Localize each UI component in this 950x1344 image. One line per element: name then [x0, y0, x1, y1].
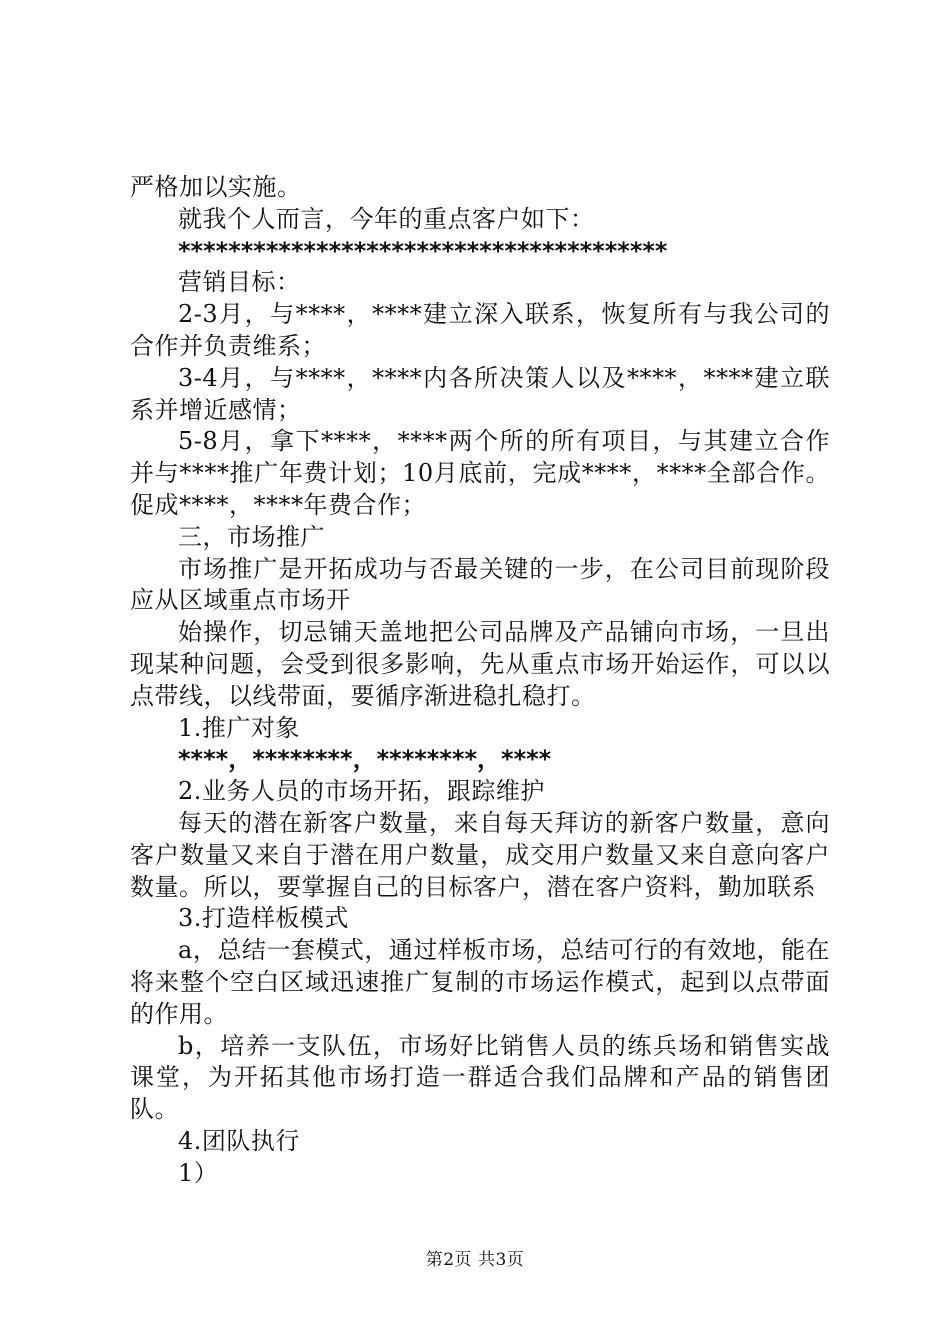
paragraph: 1.推广对象 — [178, 713, 300, 742]
paragraph: 严格加以实施。 — [130, 173, 302, 201]
paragraph: 2-3月，与****，****建立深入联系，恢复所有与我公司的合作并负责维系； — [130, 300, 830, 360]
paragraph: ****，********，********，**** — [178, 745, 552, 774]
paragraph: 市场推广是开拓成功与否最关键的一步，在公司目前现阶段应从区域重点市场开 — [130, 554, 830, 615]
paragraph: *************************************** — [178, 236, 668, 265]
paragraph: 每天的潜在新客户数量，来自每天拜访的新客户数量，意向客户数量又来自于潜在用户数量，成交用户数量又来自意向客户数量。所以，要掌握自己的目标客户，潜在客户资料，勤加联系 — [130, 808, 830, 901]
paragraph: b，培养一支队伍，市场好比销售人员的练兵场和销售实战课堂，为开拓其他市场打造一群适合我们品牌和产品的销售团队。 — [130, 1031, 830, 1124]
paragraph: 三，市场推广 — [178, 522, 325, 551]
paragraph: 5-8月，拿下****，****两个所的所有项目，与其建立合作并与****推广年费计划；10月底前，完成****，****全部合作。促成****，****年费合作； — [130, 427, 830, 519]
paragraph: 4.团队执行 — [178, 1126, 300, 1155]
paragraph: 3.打造样板模式 — [178, 904, 349, 933]
paragraph: a，总结一套模式，通过样板市场，总结可行的有效地，能在将来整个空白区域迅速推广复制的市场运作模式，起到以点带面的作用。 — [130, 936, 830, 1028]
paragraph: 就我个人而言，今年的重点客户如下： — [178, 204, 595, 233]
paragraph: 始操作，切忌铺天盖地把公司品牌及产品铺向市场，一旦出现某种问题，会受到很多影响，先从重点市场开始运作，可以以点带线，以线带面，要循序渐进稳扎稳打。 — [130, 618, 830, 710]
paragraph: 3-4月，与****，****内各所决策人以及****，****建立联系并增近感情； — [130, 363, 830, 424]
paragraph: 2.业务人员的市场开拓，跟踪维护 — [178, 777, 545, 806]
paragraph: 营销目标： — [178, 268, 301, 297]
page-footer: 第2页 共3页 — [425, 1250, 525, 1270]
paragraph: 1） — [178, 1158, 219, 1187]
document-body — [130, 172, 830, 1190]
